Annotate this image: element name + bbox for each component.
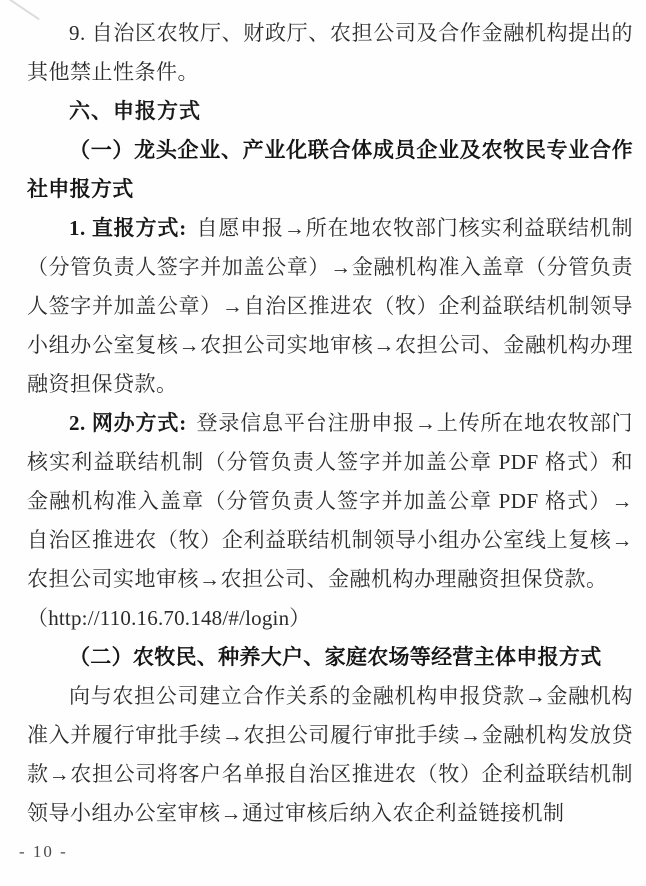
paragraph-online-method [27,404,633,599]
direct-method-text: 自愿申报→所在地农牧部门核实利益联结机制（分管负责人签字并加盖公章）→金融机构准入盖章（分管负责人签字并加盖公章）→自治区推进农（牧）企利益联结机制领导小组办公室复核→农担公司实地审核→农担公司、金融机构办理融资担保贷款。 [27,216,634,396]
login-url-line: （http://110.16.70.148/#/login） [27,606,311,630]
scan-artifact-line [0,0,40,20]
page-number: - 10 - [19,842,68,861]
paragraph-business-entity-method: 向与农担公司建立合作关系的金融机构申报贷款→金融机构准入并履行审批手续→农担公司履行审批手续→金融机构发放贷款→农担公司将客户名单报自治区推进农（牧）企利益联结机制领导小组办公室审核→通过审核后纳入农企利益链接机制 [27,684,633,825]
online-method-label: 2. 网办方式: [69,411,187,435]
paragraph-other-prohibitions: 9. 自治区农牧厅、财政厅、农担公司及合作金融机构提出的其他禁止性条件。 [27,21,633,84]
paragraph-direct-report-method [27,209,633,404]
online-method-text: 登录信息平台注册申报→上传所在地农牧部门核实利益联结机制（分管负责人签字并加盖公章 PDF 格式）和金融机构准入盖章（分管负责人签字并加盖公章 PDF 格式）→自治区推进农（牧）企利益联结机制领导小组办公室线上复核→农担公司实地审核→农担公司、金融机构办理融资担保贷款。 [27,411,634,591]
heading-subsection-two-herdsmen: （二）农牧民、种养大户、家庭农场等经营主体申报方式 [69,645,602,669]
heading-subsection-one-enterprises: （一）龙头企业、产业化联合体成员企业及农牧民专业合作社申报方式 [27,138,633,201]
direct-method-label: 1. 直报方式: [69,216,187,240]
heading-section-six-application-methods: 六、申报方式 [69,100,201,123]
